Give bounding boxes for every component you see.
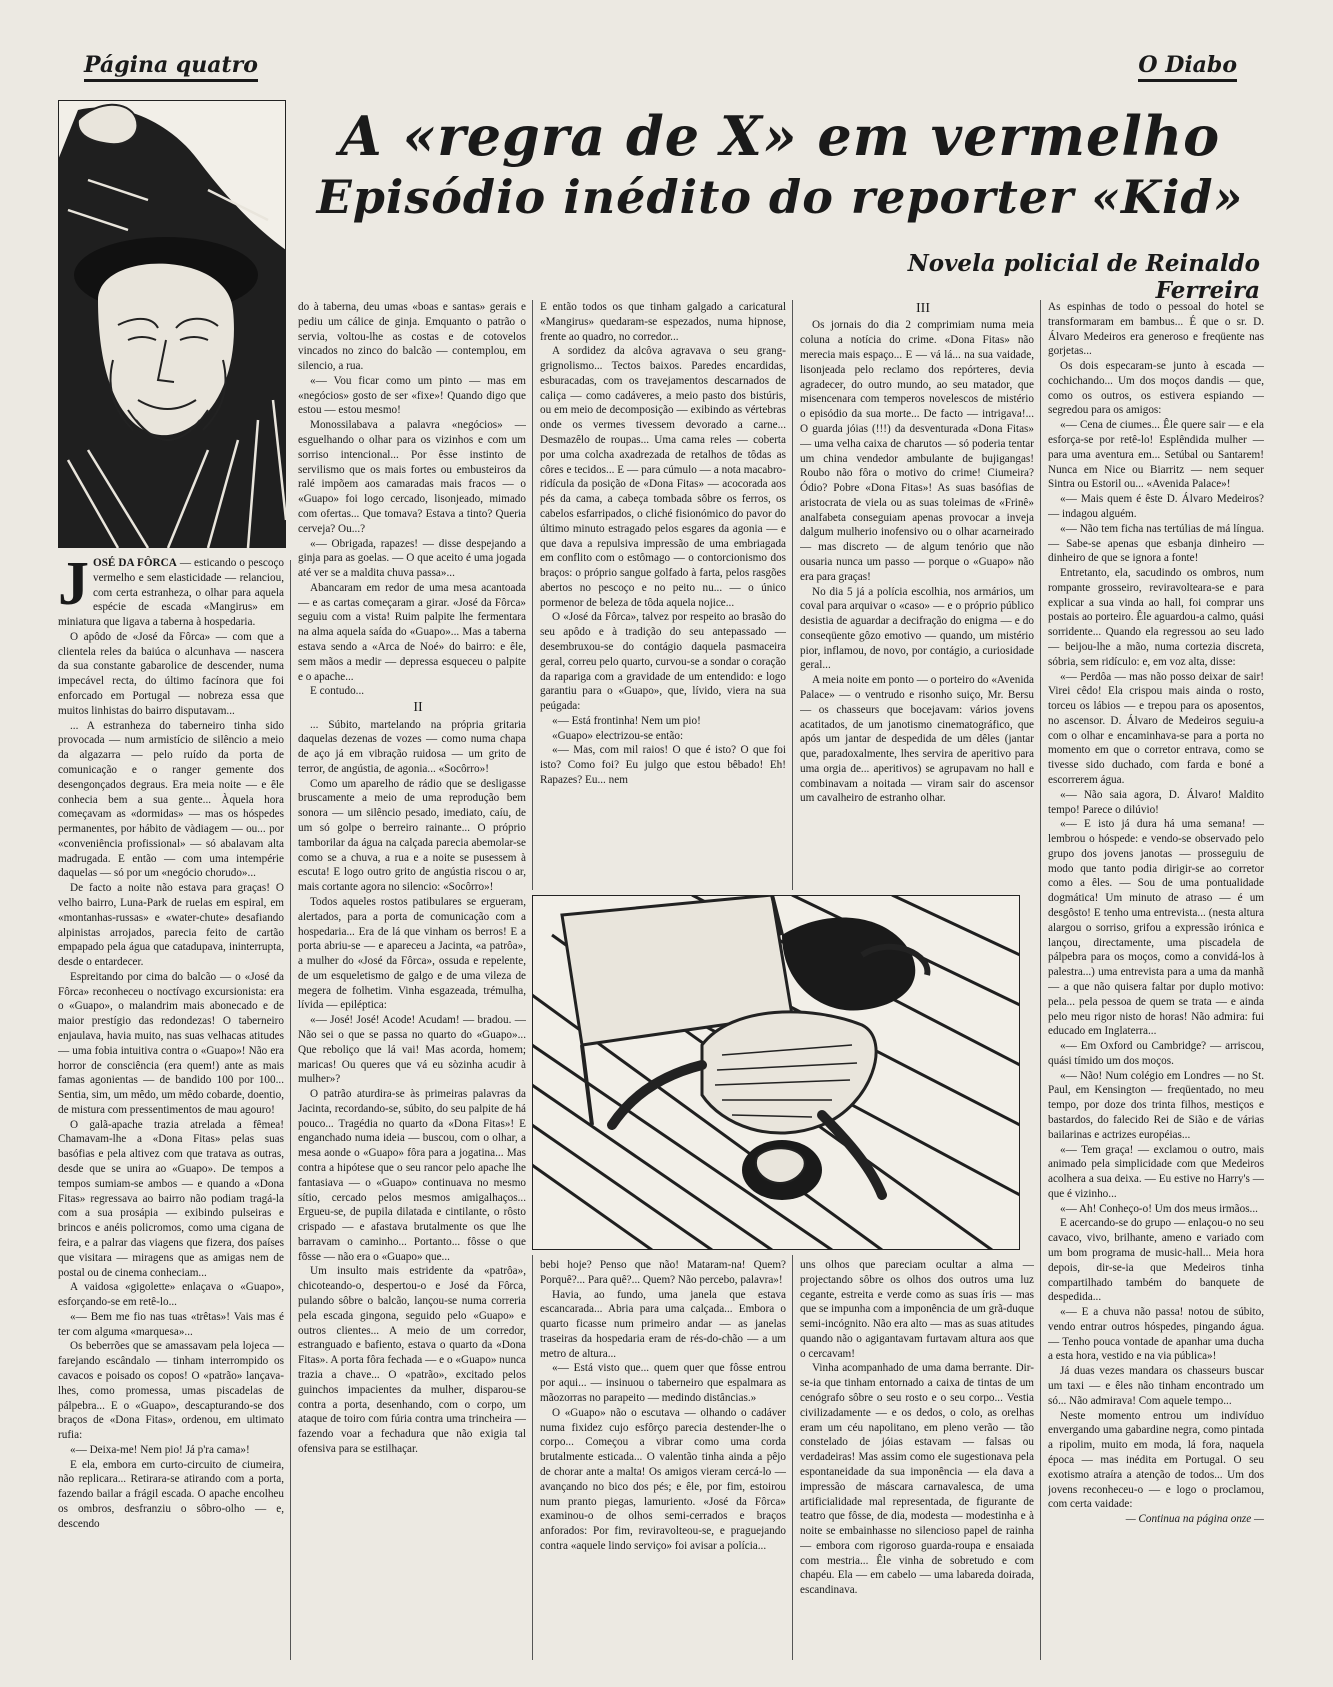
article-title: A «regra de X» em vermelho [339,104,1221,168]
article-column-4-lower [800,1258,1034,1662]
column-rule [792,1255,793,1660]
article-headline [300,104,1260,224]
publication-name: O Diabo [1138,52,1237,82]
article-column-4-upper [800,300,1034,888]
column-3-paragraph: «Guapo» electrizou-se então: [552,729,684,742]
column-1-paragraph: E ela, embora em curto-circuito de ciumeira, não replicara... Retirara-se atirando com a porta, fazendo bailar a frágil escada. O apache encolheu os ombros, desfranziu o sôbro-olho — e, descendo [58,1458,284,1530]
column-2-paragraph: E contudo... [310,685,365,698]
woodcut-crime-scene-illustration [532,895,1020,1250]
article-column-3-lower [540,1258,786,1662]
column-3-paragraph: «— Está visto que... quem quer que fôsse entrou por aqui... — insinuou o taberneiro que espalmara as mãozorras no parapeito — medindo distâncias.» [540,1362,786,1405]
column-5-paragraph: Os dois especaram-se junto à escada — cochichando... Um dos moços dandis — que, como os outros, os estivera espiando — segredou para os amigos: [1048,360,1264,417]
column-5-paragraph: «— Mais quem é êste D. Álvaro Medeiros? — indagou alguém. [1048,493,1264,520]
article-byline: Novela policial de Reinaldo Ferreira [907,250,1260,304]
column-3-paragraph: «— Está frontinha! Nem um pio! [552,714,701,727]
column-1-paragraph: ... A estranheza do taberneiro tinha sido provocada — num armistício de silêncio a meio da algazarra — pelo ruído da porta de comunicação e o ranger gemente dos desengonçados degraus. Era meia noite — e êle conhecia bem a sua gente... Àquela hora começavam as «dormidas» — mas os hóspedes permanentes, por hábito de vàdiagem — ou... por «conveniência profissional» — só abalavam alta madrugada. E então — com uma intempérie daquelas — só por um «negócio chorudo»... [58,719,284,880]
column-1-paragraph: Os beberrões que se amassavam pela lojeca — farejando escândalo — tinham interrompido os cavacos e poisado os copos! O «patrão» lançava-lhes, como promessa, umas piscadelas de pálpebra... E o «Guapo», descapturando-se dos braços de «Dona Fitas», ordenou, em ultimato rufia: [58,1340,284,1442]
column-3-paragraph: «— Mas, com mil raios! O que é isto? O que foi isto? Como foi? Eu julgo que estou bêbado! Eh! Rapazes? Eu... nem [540,744,786,786]
column-3-paragraph: bebi hoje? Penso que não! Mataram-na! Quem? Porquê?... Para quê?... Quem? Não percebo, palavra»! [540,1259,786,1286]
column-2-paragraph: O patrão aturdira-se às primeiras palavras da Jacinta, recordando-se, súbito, do seu palpite de há pouco... Tragédia no quarto da «Dona Fitas»! E enganchado numa ideia — buscou, com o olhar, a mesa aonde o «Guapo» fôra para a jogatina... Mas contra a hipótese que o seu rancor pelo apache lhe fantasiava — o «Guapo» continuava no mesmo sítio, cercado pelos mesmos amigalhaços... Ergueu-se, de pupila dilatada e cintilante, o rôsto crispado — e afastava brutalmente os que lhe barravam o caminho... Portanto... fôsse o que fôsse — não era o «Guapo» que... [298,1088,526,1263]
column-2-paragraph: ... Súbito, martelando na própria gritaria daquelas dezenas de vozes — como numa chapa de aço já em vibração ruidosa — um grito de terror, de angústia, de agonia... «Socôrro»! [298,718,526,775]
column-2-paragraph: do à taberna, deu umas «boas e santas» gerais e pediu um cálice de ginja. Emquanto o patrão o servia, voltou-lhe as costas e de cotovelos vincados no zinco do balcão — contemplou, em silencio, a rua. [298,301,526,373]
column-4-paragraph: Vinha acompanhado de uma dama berrante. Dir-se-ia que tinham entornado a caixa de tintas de um cenógrafo sôbre o seu rosto e o seu corpo... Vestia civilizadamente — e os dedos, o colo, as orelhas eram um céu napolitano, em pleno verão — tão constelado de jóias estavam — falsas ou verdadeiras! Mas assim como ele sugestionava pela espontaneidade da sua imponência — ela dava a impressão de máscara carnavalesca, de uma artificialidade mal representada, de figurante de teatro que fôsse, de dia, modesta — modestinha e à noite se embainhasse no silencioso papel de rainha — embora com rigoroso guarda-roupa e ensaiada com mestria... Êle vinha de sobretudo e com chapéu. Ela — em cabelo — uma labareda doirada, escandinava. [800,1362,1034,1597]
column-rule [1040,300,1041,1660]
column-2-paragraph: «— Vou ficar como um pinto — mas em «negócios» gosto de ser «fixe»! Quando digo que estou — estou mesmo! [298,374,526,417]
column-5-paragraph: «— Em Oxford ou Cambridge? — arriscou, quási tímido um dos moços. [1048,1040,1264,1067]
article-column-2 [298,300,526,1662]
column-1-paragraph: Espreitando por cima do balcão — o «José da Fôrca» reconheceu o noctívago excursionista: era o «Guapo», o malandrim mais abonecado e de maior prestígio das redondezas! O taberneiro enjaulava, havia muito, nas suas velhacas atitudes — uma fobia intuitiva contra o «Guapo»! Não era horror de consciência (era quem!) ante as mais famas agonientas — de bandido 100 por 100... Sentia, sim, um mêdo, um mêdo cobarde, doentio, de mistura com pressentimentos de mau agouro! [58,970,284,1116]
column-5-paragraph: «— Ah! Conheço-o! Um dos meus irmãos... [1060,1202,1258,1215]
column-1-paragraph: De facto a noite não estava para graças! O velho bairro, Luna-Park de ruelas em espiral, em «montanhas-russas» e «water-chute» desafiando alpinistas arrojados, parecia feito de cartão empapado pela água que catadupava, ininterrupta, desde o entardecer. [58,882,284,969]
column-rule [532,1255,533,1660]
column-5-paragraph: «— Não saia agora, D. Álvaro! Maldito tempo! Parece o dilúvio! [1048,788,1264,816]
column-2-paragraph: Monossilabava a palavra «negócios» — esguelhando o olhar para os vizinhos e com um sorriso intencional... Por êsse instinto de servilismo que os mais fortes ou embusteiros da ralé impõem aos camaradas mais fracos — o «Guapo» foi logo cercado, lisonjeado, mimado com ofertas... Que tomava? Estava a tinto? Queria cerveja? Ou...? [298,419,526,535]
column-5-paragraph: Entretanto, ela, sacudindo os ombros, num rompante grosseiro, reviravolteara-se e para explicar a sua vinda ao hall, foi comprar uns postais ao porteiro. Êle aguardou-a calmo, quási sorridente... Quando ela regressou ao seu lado — beijou-lhe a mão, numa cortezia discreta, sóbria, sem ridículo: e, em voz alta, disse: [1048,567,1264,668]
column-4-paragraph: uns olhos que pareciam ocultar a alma — projectando sôbre os olhos dos outros uma luz cegante, estreita e verde como as suas íris — mas que se impunha com a imponência de um grã-duque semi-incógnito. Não era alto — mas as suas atitudes quando não o agigantavam furtavam altura aos que o cercavam! [800,1259,1034,1360]
woodcut-portrait-illustration [58,100,286,548]
column-1-paragraph: «— Bem me fio nas tuas «trêtas»! Vais mas é ter com alguma «marquesa»... [58,1310,284,1338]
section-number: II [413,700,423,716]
column-2-paragraph: Abancaram em redor de uma mesa acantoada — e as cartas começaram a girar. «José da Fôrca» seguiu com a vista! Ruim palpite lhe fermentara na alma aquela saída do «Guapo»... Mas a taberna estava sendo a «Arca de Noé» do bairro: e êle, sem mãos a medir — depressa esqueceu o palpite e o apache... [298,581,526,683]
column-4-paragraph: Os jornais do dia 2 comprimiam numa meia coluna a notícia do crime. «Dona Fitas» não merecia mais espaço... E — vá lá... na sua vaidade, lisonjeada pelo reclamo dos repórteres, devia agradecer, do outro mundo, ao seu matador, que misencenara com temperos novelescos de mistério o episódio da sua morte... De facto — intrigava!... O guarda jóias (!!!) da desventurada «Dona Fitas» — uma velha caixa de charutos — só poderia tentar um china vendedor ambulante de bujigangas! Roubo não fôra o motivo do crime! Ciumeira? Ódio? Pobre «Dona Fitas»! As suas basófias de aristocrata de viela ou as suas toleimas de «Frinê» analfabeta conseguiam apenas provocar a inveja dalgum mulherio inofensivo ou o olhar acarneirado — mas discreto — de algum tenório que não ousaria nunca um passo — porque o «Guapo» não era para graças! [800,319,1034,583]
column-2-paragraph: «— Obrigada, rapazes! — disse despejando a ginja para as goelas. — O que aceito é uma jogada até ver se a maldita chuva passa»... [298,537,526,580]
column-5-paragraph: «— Tem graça! — exclamou o outro, mais animado pela simplicidade com que Medeiros acolhera a sua deixa. — Eu estive no Harry's — que é vizinho... [1048,1143,1264,1200]
column-5-paragraph: «— Não tem ficha nas tertúlias de má língua. — Sabe-se apenas que esbanja dinheiro — dinheiro de que se ignora a fonte! [1048,522,1264,565]
column-5-paragraph: «— E a chuva não passa! notou de súbito, vendo entrar outros hóspedes, pingando água. — Tenho pouca vontade de apanhar uma ducha a esta hora, vestido e na via pública»! [1048,1306,1264,1363]
column-2-paragraph: Como um aparelho de rádio que se desligasse bruscamente a meio de uma reprodução bem sonora — um silêncio pesado, imediato, caíu, de um só golpe o berreiro rainante... O próprio tamborilar da água na calçada parecia abemolar-se como se a chuva, a rua e a noite se pusessem à escuta! E logo outro grito de angústia riscou o ar, mais cortante agora no silencio: «Socôrro»! [298,777,526,894]
column-2-paragraph: «— José! José! Acode! Acudam! — bradou. — Não sei o que se passa no quarto do «Guapo»... Que reboliço que lá vai! Mas acorda, homem; maricas! Ou queres que vá eu sòzinha acudir à mulher»? [298,1014,526,1086]
column-3-paragraph: A sordidez da alcôva agravava o seu grang-grignolismo... Tectos baixos. Paredes encardidas, esburacadas, com os travejamentos descarnados de caliça — como cadáveres, a meio pasto dos bistúris, ou em meio de decomposição — exibindo as vértebras onde os vermes tivessem devorado a carne... Desmazêlo de roupas... Uma cama reles — coberta por uma colcha axadrezada de retalhos de tôdas as côres e tecidos... E — para cúmulo — a nota macabro-ridícula da posição de «Dona Fitas» — acocorada aos pés da cama, a cabeça tombada sôbre os ferros, os cabelos esfarripados, o cliché fisionómico do pavor do último minuto estragado pelos esgares da agonia — e que dava a repulsiva impressão de uma embriagada em conflito com o estômago — o contorcionismo dos braços: o próprio sangue golfado à farta, pelos rasgões abertos no pescoço e no peito nu... — o único pormenor de beleza de tôda aquela nojice... [540,345,786,609]
column-5-paragraph: «— Não! Num colégio em Londres — no St. Paul, em Kensington — freqüentado, no meu tempo, por doze dos trinta filhos, mestiços e bastardos, do falecido Rei de Sião e de várias bailarinas e actrizes européias... [1048,1069,1264,1141]
column-1-opening: OSÉ DA FÔRCA [93,557,177,569]
column-3-paragraph: O «José da Fôrca», talvez por respeito ao brasão do seu apôdo e à tradição do seu antepassado — desembruxou-se do contágio daquela pasmaceira geral, correu pelo quarto, curvou-se a sondar o coração da rapariga com a gravidade de um entendido: e logo garantiu para o «Guapo», que, lívido, viera na sua peúgada: [540,611,786,713]
column-4-paragraph: A meia noite em ponto — o porteiro do «Avenida Palace» — o ventrudo e risonho suiço, Mr. Bersu — os chasseurs que bocejavam: vários jovens acatitados, de um janotismo cinematográfico, que após um jantar de despedida de um dêles (jantar que, paradoxalmente, lhes servira de aperitivo para uma orgia de... aperitivos) se agrupavam no hall e combinavam a noitada — viram sair do ascensor um cavalheiro de estranho olhar. [800,674,1034,805]
column-1-paragraph: «— Deixa-me! Nem pio! Já p'ra cama»! [70,1443,250,1456]
column-3-paragraph: E então todos os que tinham galgado a caricatural «Mangirus» quedaram-se espezados, numa hipnose, frente ao quadro, no corredor... [540,301,786,343]
column-1-paragraph: O galã-apache trazia atrelada a fêmea! Chamavam-lhe a «Dona Fitas» pelas suas basófias e pela altivez com que tratava as outras, desde que se unira ao «Guapo». De tempos a tempos sumiam-se ambos — e quando a «Dona Fitas» regressava ao bairro não podiam tragá-la com a sua prosápia — exibindo pulseiras e brincos e anéis policromos, como uma cigana de feira, e a palrar das viagens que fizera, dos países que visitara — miragens que as amigas nem de postal ou de cinema conheciam... [58,1118,284,1279]
column-2-paragraph: Todos aqueles rostos patibulares se ergueram, alertados, para a porta de comunicação com a hospedaria... Era de lá que vinham os berros! E a porta abriu-se — e apareceu a Jacinta, «a patrôa», a mulher do «José da Fôrca», ossuda e repelente, de um esqueletismo de galgo e de uma vileza de megera de folhetim. Vinha esgazeada, trémulha, lívida — epiléptica: [298,895,526,1012]
column-1-paragraph: O apôdo de «José da Fôrca» — com que a clientela reles da baiúca o alcunhava — nascera da sua constante gabarolice de descender, numa impecável recta, do último facínora que foi enforcado em Portugal — nobreza essa que muitos linhistas do bairro disputavam... [58,630,284,717]
column-3-paragraph: Havia, ao fundo, uma janela que estava escancarada... Abria para uma calçada... Embora o quarto ficasse num primeiro andar — as janelas traseiras da hospedaria eram de rés-do-chão — a um metro de altura... [540,1288,786,1360]
section-number: III [916,301,930,316]
article-column-5 [1048,300,1264,1662]
column-5-paragraph: Neste momento entrou um indivíduo envergando uma gabardine negra, como pintada a ripolim, muito em moda, lá fora, naquela época — mas inédita em Portugal. O seu exotismo atraíra a atenção de todos... Um dos jovens reconheceu-o — e logo o proclamou, com certa vaidade: [1048,1409,1264,1511]
column-5-paragraph: As espinhas de todo o pessoal do hotel se transformaram em bambus... É que o sr. D. Álvaro Medeiros era generoso e freqüente nas gorjetas... [1048,301,1264,358]
column-rule [532,300,533,890]
column-4-paragraph: No dia 5 já a polícia escolhia, nos armários, um coval para arquivar o «caso» — e o próprio público desistia de aguardar a decifração do enigma — e do conseqüente gôzo emotivo — quando, um mistério pior, inflamou, de novo, por contágio, a curiosidade geral... [800,585,1034,672]
column-rule [290,560,291,1660]
running-header [84,52,1237,82]
column-2-paragraph: Um insulto mais estridente da «patrôa», chicoteando-o, despertou-o e José da Fôrca, pulando sôbre o balcão, lançou-se numa correria pela escada gingona, seguido pelo «Guapo» e outros clientes... A meio de um corredor, estranguado e bafiento, estava o quarto da «Dona Fitas». A porta fôra fechada — e o «Guapo» nunca trazia a chave... O «patrão», excitado pelos guinchos impacientes da mulher, disparou-se contra a porta, desenhando, com o corpo, um ataque de toiro com fúria contra uma trincheira — fazendo voar a fechadura que não exigia tal ofensiva para se estilhaçar. [298,1265,526,1455]
article-subtitle: Episódio inédito do reporter «Kid» [316,169,1244,224]
column-5-paragraph: «— Perdôa — mas não posso deixar de sair! Virei cêdo! Ela crispou mais ainda o rosto, torceu os lábios — e trepou para os aposentos, no ascensor. D. Álvaro de Medeiros seguiu-a com o olhar e encaminhava-se para a porta no momento em que o corretor entrava, como se tivesse sido duchado, com farda e boné a escorrerem água. [1048,670,1264,786]
column-5-paragraph: «— E isto já dura há uma semana! — lembrou o hóspede: e vendo-se observado pelo grupo dos jovens janotas — prosseguiu de modo que tanto podia dirigir-se ao corretor como a êles. — Sou de uma pontualidade dogmática! Um minuto de atraso — é um desgôsto! E tenho uma entrevista... (nesta altura alargou o sorriso, grifou a expressão irónica e lançou, directamente, uma piscadela de pálpebra para os moços, como a convidá-los à palestra...) uma entrevista para a uma da manhã — a que não quisera faltar por duplo motivo: pela... pela pessoa de quem se trata — e ainda pelo meu rigor nisto de horas! Não admira: fui educado em Inglaterra... [1048,818,1264,1038]
column-3-paragraph: O «Guapo» não o escutava — olhando o cadáver numa fixidez cujo esfôrço parecia destender-lhe o corpo... Começou a vibrar como uma corda brutalmente esticada... O valentão tinha ainda a pêjo de chorar ante a malta! Os amigos vieram cercá-lo — avançando no bico dos pés; e êle, por fim, estoirou num pranto piegas, lamuriento. «José da Fôrca» examinou-o de olhos semi-cerrados e braços anforados: Por fim, reviravolteou-se, e praguejando contra «aquele lindo serviço» foi avisar a polícia... [540,1406,786,1552]
article-column-1 [58,556,284,1662]
column-5-paragraph: Já duas vezes mandara os chasseurs buscar um taxi — e êles não tinham encontrado um só... Não admirava! Com aquele tempo... [1048,1365,1264,1407]
article-column-3-upper [540,300,786,888]
drop-cap: J [58,556,89,618]
column-1-paragraph: — esticando o pescoço vermelho e sem elasticidade — relanciou, com certa estranheza, o olhar para aquela espécie de escada «Mangirus» em miniatura que ligava a taberna à hospedaria. [58,557,284,629]
column-1-paragraph: A vaidosa «gigolette» enlaçava o «Guapo», esforçando-se em retê-lo... [58,1281,284,1309]
page-label: Página quatro [84,52,258,82]
column-5-paragraph: E acercando-se do grupo — enlaçou-o no seu cavaco, vivo, brilhante, ameno e variado com um bom programa de music-hall... Meia hora depois, dir-se-ia que Medeiros tinha compartilhado também do banquete de despedida... [1048,1217,1264,1304]
column-rule [792,300,793,890]
continuation-note: — Continua na página onze — [1125,1513,1264,1526]
column-5-paragraph: «— Cena de ciumes... Êle quere sair — e ela esforça-se por retê-lo! Esplêndida mulher — para uma aventura em... Setúbal ou Santarem! Nunca em Nice ou Biarritz — nem sequer Sintra ou Estoril ou... «Avenida Palace»! [1048,419,1264,491]
